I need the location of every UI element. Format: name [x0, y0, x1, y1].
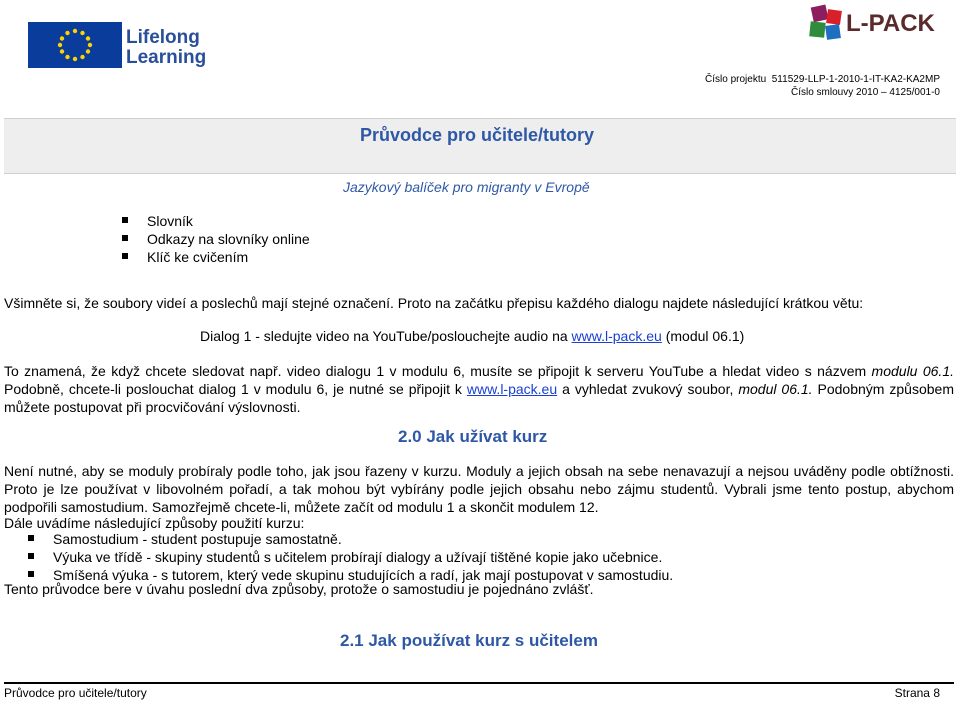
footer-page-number: Strana 8 [894, 686, 940, 700]
ways-outro: Tento průvodce bere v úvahu poslední dva způsoby, protože o samostudiu je pojednáno zvlášť. [4, 581, 594, 597]
explain-paragraph: To znamená, že když chcete sledovat např. video dialogu 1 v modulu 6, musíte se připojit k serveru YouTube a hledat video s názvem modulu 06.1. Podobně, chcete-li poslouchat dialog 1 v modulu 6, je nutné se připojit k www.l-pack.eu a vyhledat zvukový soubor, modul 06.1. Podobným způsobem můžete postupovat při procvičování výslovnosti. [4, 363, 954, 415]
lifelong-learning-logo-text: Lifelong Learning [126, 27, 207, 68]
footer-divider [4, 682, 954, 684]
dialog-line: Dialog 1 - sledujte video na YouTube/poslouchejte audio na www.l-pack.eu (modul 06.1) [200, 328, 745, 344]
page-title: Průvodce pro učitele/tutory [360, 125, 595, 145]
eu-flag-logo [28, 22, 122, 68]
section-heading-2-1: 2.1 Jak používat kurz s učitelem [340, 631, 598, 650]
section-heading-2-0: 2.0 Jak užívat kurz [398, 427, 548, 446]
list-item: Samostudium - student postupuje samostatně. [28, 530, 673, 548]
lpack-link[interactable]: www.l-pack.eu [571, 328, 662, 344]
project-number: Číslo projektu 511529-LLP-1-2010-1-IT-KA2-KA2MP [705, 74, 940, 85]
lpack-logo [808, 4, 948, 44]
page-subtitle: Jazykový balíček pro migranty v Evropě [343, 179, 590, 195]
intro-paragraph: Všimněte si, že soubory videí a poslechů mají stejné označení. Proto na začátku přepisu každého dialogu najdete následující krátkou větu: [4, 295, 864, 311]
top-list [122, 212, 310, 266]
ways-list [28, 530, 673, 584]
ways-intro: Dále uvádíme následující způsoby použití kurzu: [4, 515, 305, 531]
list-item: Smíšená výuka - s tutorem, který vede skupinu studujících a radí, jak mají postupovat v samostudiu. [28, 566, 673, 584]
footer-title: Průvodce pro učitele/tutory [4, 686, 147, 700]
lpack-logo-text: L-PACK [846, 10, 935, 37]
list-item: Klíč ke cvičením [122, 248, 310, 266]
lpack-link[interactable]: www.l-pack.eu [466, 381, 558, 397]
section-2-0-paragraph: Není nutné, aby se moduly probíraly podle toho, jak jsou řazeny v kurzu. Moduly a jejich obsah na sebe nenavazují a nejsou uváděny podle obtížnosti. Proto je lze používat v libovolném pořadí, a tak mohou být vybírány podle jejich obsahu nebo zájmu studentů. Vybrali jsme tento postup, abychom podpořili samostudium. Samozřejmě chcete-li, můžete začít od modulu 1 a skončit modulem 12. [4, 463, 954, 515]
list-item: Odkazy na slovníky online [122, 230, 310, 248]
contract-number: Číslo smlouvy 2010 – 4125/001-0 [791, 87, 940, 98]
list-item: Výuka ve třídě - skupiny studentů s učitelem probírají dialogy a užívají tištěné kopie jako učebnice. [28, 548, 673, 566]
list-item: Slovník [122, 212, 310, 230]
